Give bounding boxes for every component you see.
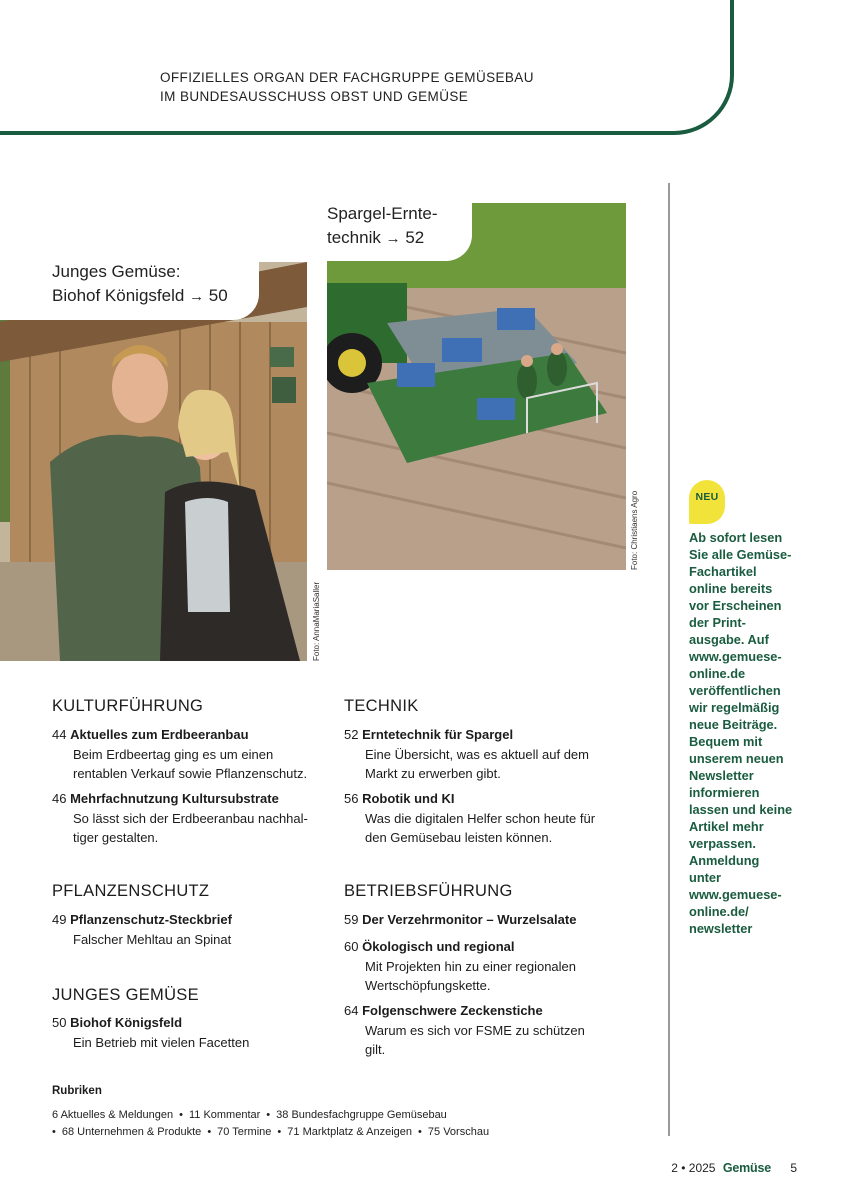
teaser-junges-gemuese-line-2 xyxy=(52,284,259,309)
toc-entry-description-line: Was die digitalen Helfer schon heute für xyxy=(365,810,596,826)
toc-entry-title: Pflanzenschutz-Steckbrief xyxy=(70,912,232,927)
bullet-separator: • xyxy=(207,1126,212,1138)
toc-entry-head xyxy=(344,725,589,745)
rubrik-page: 68 xyxy=(61,1126,75,1138)
toc-entry-page: 52 xyxy=(344,727,359,742)
toc-entry-description-line: Mit Projekten hin zu einer regionalen xyxy=(365,958,577,974)
toc-entry-page: 64 xyxy=(344,1003,359,1018)
rubriken-row-1 xyxy=(52,1109,447,1121)
toc-entry-head xyxy=(344,910,576,930)
toc-entry-description-line: tiger gestalten. xyxy=(73,830,159,845)
toc-entry-title: Folgenschwere Zeckenstiche xyxy=(362,1003,543,1018)
toc-entry-description-line: den Gemüsebau leisten können. xyxy=(365,830,553,845)
sidebar-text-line: online.de/ xyxy=(689,904,749,919)
bullet-separator: • xyxy=(277,1126,282,1138)
toc-entry-description xyxy=(344,1021,585,1060)
masthead-line-2: IM BUNDESAUSSCHUSS OBST UND GEMÜSE xyxy=(160,89,469,104)
rubrik-title: Bundesfachgruppe Gemüsebau xyxy=(291,1109,447,1121)
sidebar-text-line: lassen und keine xyxy=(689,802,793,817)
toc-entry-title: Ökologisch und regional xyxy=(362,939,515,954)
sidebar-text-line: vor Erscheinen xyxy=(689,598,782,613)
sidebar-text-line: online bereits xyxy=(689,581,773,596)
toc-entry-description xyxy=(344,809,595,848)
section-title-betriebsfuehrung: BETRIEBSFÜHRUNG xyxy=(344,882,513,900)
rubriken-row-2 xyxy=(52,1126,489,1138)
toc-entry-description xyxy=(52,930,232,950)
rubrik-title: Kommentar xyxy=(203,1109,261,1121)
rubriken-label: Rubriken xyxy=(52,1085,102,1097)
rubrik-item[interactable] xyxy=(52,1109,173,1121)
rubrik-item[interactable] xyxy=(217,1126,271,1138)
sidebar-text-line: unserem neuen xyxy=(689,751,784,766)
toc-entry-description-line: Warum es sich vor FSME zu schützen xyxy=(365,1022,585,1038)
sidebar-text-line: wir regelmäßig xyxy=(689,700,780,715)
toc-entry-head xyxy=(52,1013,249,1033)
toc-entry[interactable] xyxy=(52,910,232,949)
toc-entry-description-line: Wertschöpfungskette. xyxy=(365,978,491,993)
toc-entry[interactable] xyxy=(344,937,576,996)
toc-entry-head xyxy=(344,1001,585,1021)
sidebar-text-line: online.de xyxy=(689,666,746,681)
toc-entry-description-line: Ein Betrieb mit vielen Facetten xyxy=(73,1034,250,1050)
toc-entry-description-line: So lässt sich der Erdbeeranbau nachhal- xyxy=(73,810,308,826)
bullet-separator: • xyxy=(266,1109,271,1121)
toc-entry-page: 59 xyxy=(344,912,359,927)
rubrik-item[interactable] xyxy=(189,1109,260,1121)
toc-entry-head xyxy=(52,910,232,930)
toc-entry-description-line: Markt zu erwerben gibt. xyxy=(365,766,501,781)
teaser-spargel-line-2-text: technik xyxy=(327,228,381,247)
toc-entry-title: Aktuelles zum Erdbeeranbau xyxy=(70,727,249,742)
rubrik-item[interactable] xyxy=(287,1126,412,1138)
sidebar-text-line: unter xyxy=(689,870,721,885)
sidebar-text-line: ausgabe. Auf xyxy=(689,632,769,647)
teaser-junges-gemuese-page: 50 xyxy=(208,286,228,305)
sidebar-text-line: Sie alle Gemüse- xyxy=(689,547,792,562)
rubrik-item[interactable] xyxy=(428,1126,489,1138)
toc-entry-title: Robotik und KI xyxy=(362,791,455,806)
toc-entry-description xyxy=(344,745,589,784)
toc-entry-page: 44 xyxy=(52,727,67,742)
sidebar-text-line: newsletter xyxy=(689,921,753,936)
arrow-right-icon: → xyxy=(189,288,205,305)
sidebar-text-line: der Print- xyxy=(689,615,746,630)
toc-entry-description xyxy=(52,745,307,784)
sidebar-text-line: verpassen. xyxy=(689,836,756,851)
toc-entry-title: Biohof Königsfeld xyxy=(70,1015,183,1030)
toc-entry-description xyxy=(344,957,576,996)
rubrik-title: Unternehmen & Produkte xyxy=(77,1126,202,1138)
photo-couple xyxy=(0,262,307,661)
toc-entry[interactable] xyxy=(52,725,307,784)
rubrik-title: Aktuelles & Meldungen xyxy=(60,1109,174,1121)
toc-entry-title: Mehrfachnutzung Kultursubstrate xyxy=(70,791,279,806)
teaser-spargel-page: 52 xyxy=(405,228,425,247)
toc-entry-page: 46 xyxy=(52,791,67,806)
photo-credit-right: Foto: Christiaens Agro xyxy=(630,490,639,570)
rubrik-page: 71 xyxy=(287,1126,300,1138)
section-title-pflanzenschutz: PFLANZENSCHUTZ xyxy=(52,882,210,900)
neu-badge: NEU xyxy=(689,480,725,524)
rubrik-title: Vorschau xyxy=(443,1126,490,1138)
teaser-spargel-line-2 xyxy=(327,226,472,251)
toc-entry[interactable] xyxy=(344,910,576,930)
teaser-junges-gemuese-line-2-text: Biohof Königsfeld xyxy=(52,286,185,305)
teaser-junges-gemuese-line-1: Junges Gemüse: xyxy=(52,262,181,281)
sidebar-text-line: informieren xyxy=(689,785,760,800)
toc-entry-head xyxy=(52,725,307,745)
sidebar-text-line: Ab sofort lesen xyxy=(689,530,783,545)
sidebar-text-line: Bequem mit xyxy=(689,734,763,749)
sidebar-text-line: Fachartikel xyxy=(689,564,757,579)
rubrik-page: 11 xyxy=(188,1109,201,1121)
toc-entry-head xyxy=(344,937,576,957)
toc-entry-page: 60 xyxy=(344,939,359,954)
rubrik-page: 75 xyxy=(427,1126,441,1138)
page-footer xyxy=(671,1161,797,1175)
toc-entry-page: 49 xyxy=(52,912,67,927)
rubrik-item[interactable] xyxy=(62,1126,201,1138)
sidebar-text-line: Anmeldung xyxy=(689,853,760,868)
rubrik-item[interactable] xyxy=(276,1109,447,1121)
toc-entry[interactable] xyxy=(52,1013,249,1052)
toc-entry-description-line: Falscher Mehltau an Spinat xyxy=(73,931,232,947)
masthead xyxy=(160,68,534,106)
teaser-spargel[interactable] xyxy=(312,192,472,261)
toc-entry-description xyxy=(52,1033,249,1053)
toc-entry-head xyxy=(52,789,308,809)
masthead-line-1: OFFIZIELLES ORGAN DER FACHGRUPPE GEMÜSEBAU xyxy=(160,70,534,85)
sidebar-text-line: Newsletter xyxy=(689,768,754,783)
bullet-separator: • xyxy=(179,1109,183,1121)
sidebar-text-line: Artikel mehr xyxy=(689,819,764,834)
toc-entry-head xyxy=(344,789,595,809)
teaser-junges-gemuese[interactable] xyxy=(0,250,259,320)
toc-entry[interactable] xyxy=(344,789,595,848)
issue-number: 2 • 2025 xyxy=(671,1161,716,1175)
rubrik-page: 38 xyxy=(276,1109,289,1121)
section-title-junges-gemuese: JUNGES GEMÜSE xyxy=(52,986,199,1004)
toc-entry[interactable] xyxy=(344,725,589,784)
sidebar-text-line: veröffentlichen xyxy=(689,683,781,698)
sidebar-text-line: www.gemuese- xyxy=(689,649,782,664)
toc-entry-description-line: Beim Erdbeertag ging es um einen xyxy=(73,746,274,762)
toc-entry[interactable] xyxy=(344,1001,585,1060)
toc-entry-title: Der Verzehrmonitor – Wurzelsalate xyxy=(362,912,577,927)
rubrik-title: Marktplatz & Anzeigen xyxy=(302,1126,413,1138)
toc-entry[interactable] xyxy=(52,789,308,848)
rubrik-page: 6 xyxy=(52,1109,59,1121)
photo-credit-left: Foto: AnnaMariaSaller xyxy=(312,581,321,661)
toc-entry-description-line: gilt. xyxy=(365,1042,386,1057)
toc-entry-page: 50 xyxy=(52,1015,67,1030)
toc-entry-description-line: Eine Übersicht, was es aktuell auf dem xyxy=(365,746,589,762)
toc-entry-page: 56 xyxy=(344,791,359,806)
section-title-kulturfuehrung: KULTURFÜHRUNG xyxy=(52,697,204,715)
sidebar-divider xyxy=(668,183,670,1136)
bullet-separator: • xyxy=(52,1126,56,1138)
page-number: 5 xyxy=(790,1161,797,1175)
teaser-spargel-line-1: Spargel-Ernte- xyxy=(327,204,438,223)
section-title-technik: TECHNIK xyxy=(344,697,419,715)
toc-entry-description-line: rentablen Verkauf sowie Pflanzenschutz. xyxy=(73,766,308,781)
rubrik-title: Termine xyxy=(232,1126,272,1138)
arrow-right-icon: → xyxy=(385,230,401,247)
bullet-separator: • xyxy=(418,1126,422,1138)
toc-entry-title: Erntetechnik für Spargel xyxy=(362,727,514,742)
sidebar-text-line: www.gemuese- xyxy=(689,887,782,902)
toc-entry-description xyxy=(52,809,308,848)
rubrik-page: 70 xyxy=(217,1126,230,1138)
brand-logo: Gemüse xyxy=(722,1161,771,1175)
sidebar-newsletter-text xyxy=(689,529,804,937)
sidebar-text-line: neue Beiträge. xyxy=(689,717,778,732)
